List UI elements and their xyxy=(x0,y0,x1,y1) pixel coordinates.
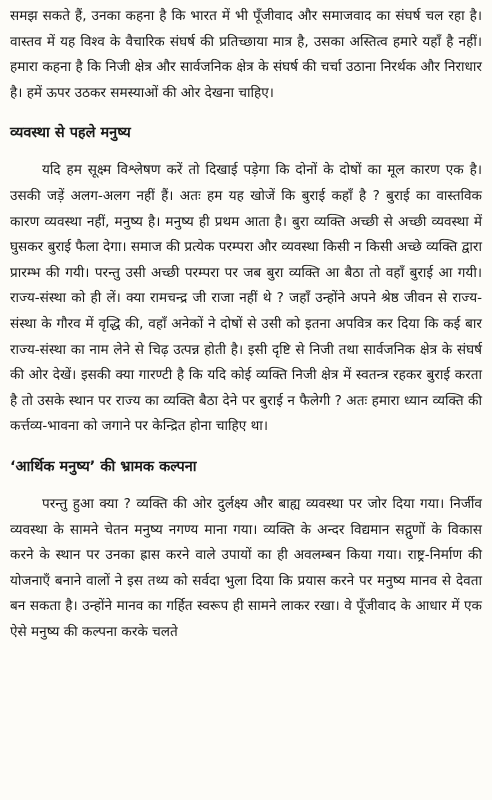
section-heading-economic-man: ‘आर्थिक मनुष्य’ की भ्रामक कल्पना xyxy=(10,458,197,475)
paragraph-economic-man: परन्तु हुआ क्या ? व्यक्ति की ओर दुर्लक्ष्य और बाह्य व्यवस्था पर जोर दिया गया। निर्जीव व्यवस्था के सामने चेतन मनुष्य नगण्य माना गया। व्यक्ति के अन्दर विद्यमान सद्गुणों के विकास करने के स्थान पर उनका ह्रास करने वाले उपायों का ही अवलम्बन किया गया। राष्ट्र-निर्माण की योजनाएँ बनाने वालों ने इस तथ्य को सर्वदा भुला दिया कि प्रयास करने पर मनुष्य मानव से देवता बन सकता है। उन्होंने मानव का गर्हित स्वरूप ही सामने लाकर रखा। वे पूँजीवाद के आधार में एक ऐसे मनुष्य की कल्पना करके चलते xyxy=(10,495,482,640)
paragraph-system-before-man: यदि हम सूक्ष्म विश्लेषण करें तो दिखाई पड़ेगा कि दोनों के दोषों का मूल कारण एक है। उसकी जड़ें अलग-अलग नहीं हैं। अतः हम यह खोजें कि बुराई कहाँ है ? बुराई का वास्तविक कारण व्यवस्था नहीं, मनुष्य है। मनुष्य ही प्रथम आता है। बुरा व्यक्ति अच्छी से अच्छी व्यवस्था में घुसकर बुराई फैला देगा। समाज की प्रत्येक परम्परा और व्यवस्था किसी न किसी अच्छे व्यक्ति द्वारा प्रारम्भ की गयी। परन्तु उसी अच्छी परम्परा पर जब बुरा व्यक्ति आ बैठा तो वहाँ बुराई आ गयी। राज्य-संस्था को ही लें। क्या रामचन्द्र जी राजा नहीं थे ? जहाँ उन्होंने अपने श्रेष्ठ जीवन से राज्य-संस्था के गौरव में वृद्धि की, वहाँ अनेकों ने दोषों से उसी को इतना अपवित्र कर दिया कि कई बार राज्य-संस्था का नाम लेने से चिढ़ उत्पन्न होती है। इसी दृष्टि से निजी तथा सार्वजनिक क्षेत्र के संघर्ष की ओर देखें। इसकी क्या गारण्टी है कि यदि कोई व्यक्ति निजी क्षेत्र में स्वतन्त्र रहकर बुराई करता है तो उसके स्थान पर राज्य का व्यक्ति बैठा देने पर बुराई न फैलेगी ? अतः हमारा ध्यान व्यक्ति की कर्त्तव्य-भावना को जगाने पर केन्द्रित होना चाहिए था। xyxy=(10,162,482,435)
paragraph-intro: समझ सकते हैं, उनका कहना है कि भारत में भी पूँजीवाद और समाजवाद का संघर्ष चल रहा है। वास्तव में यह विश्व के वैचारिक संघर्ष की प्रतिच्छाया मात्र है, उसका अस्तित्व हमारे यहाँ है नहीं। हमारा कहना है कि निजी क्षेत्र और सार्वजनिक क्षेत्र के संघर्ष की चर्चा उठाना निरर्थक और निराधार है। हमें ऊपर उठकर समस्याओं की ओर देखना चाहिए। xyxy=(10,8,482,101)
section-heading-system-before-man: व्यवस्था से पहले मनुष्य xyxy=(10,125,131,142)
